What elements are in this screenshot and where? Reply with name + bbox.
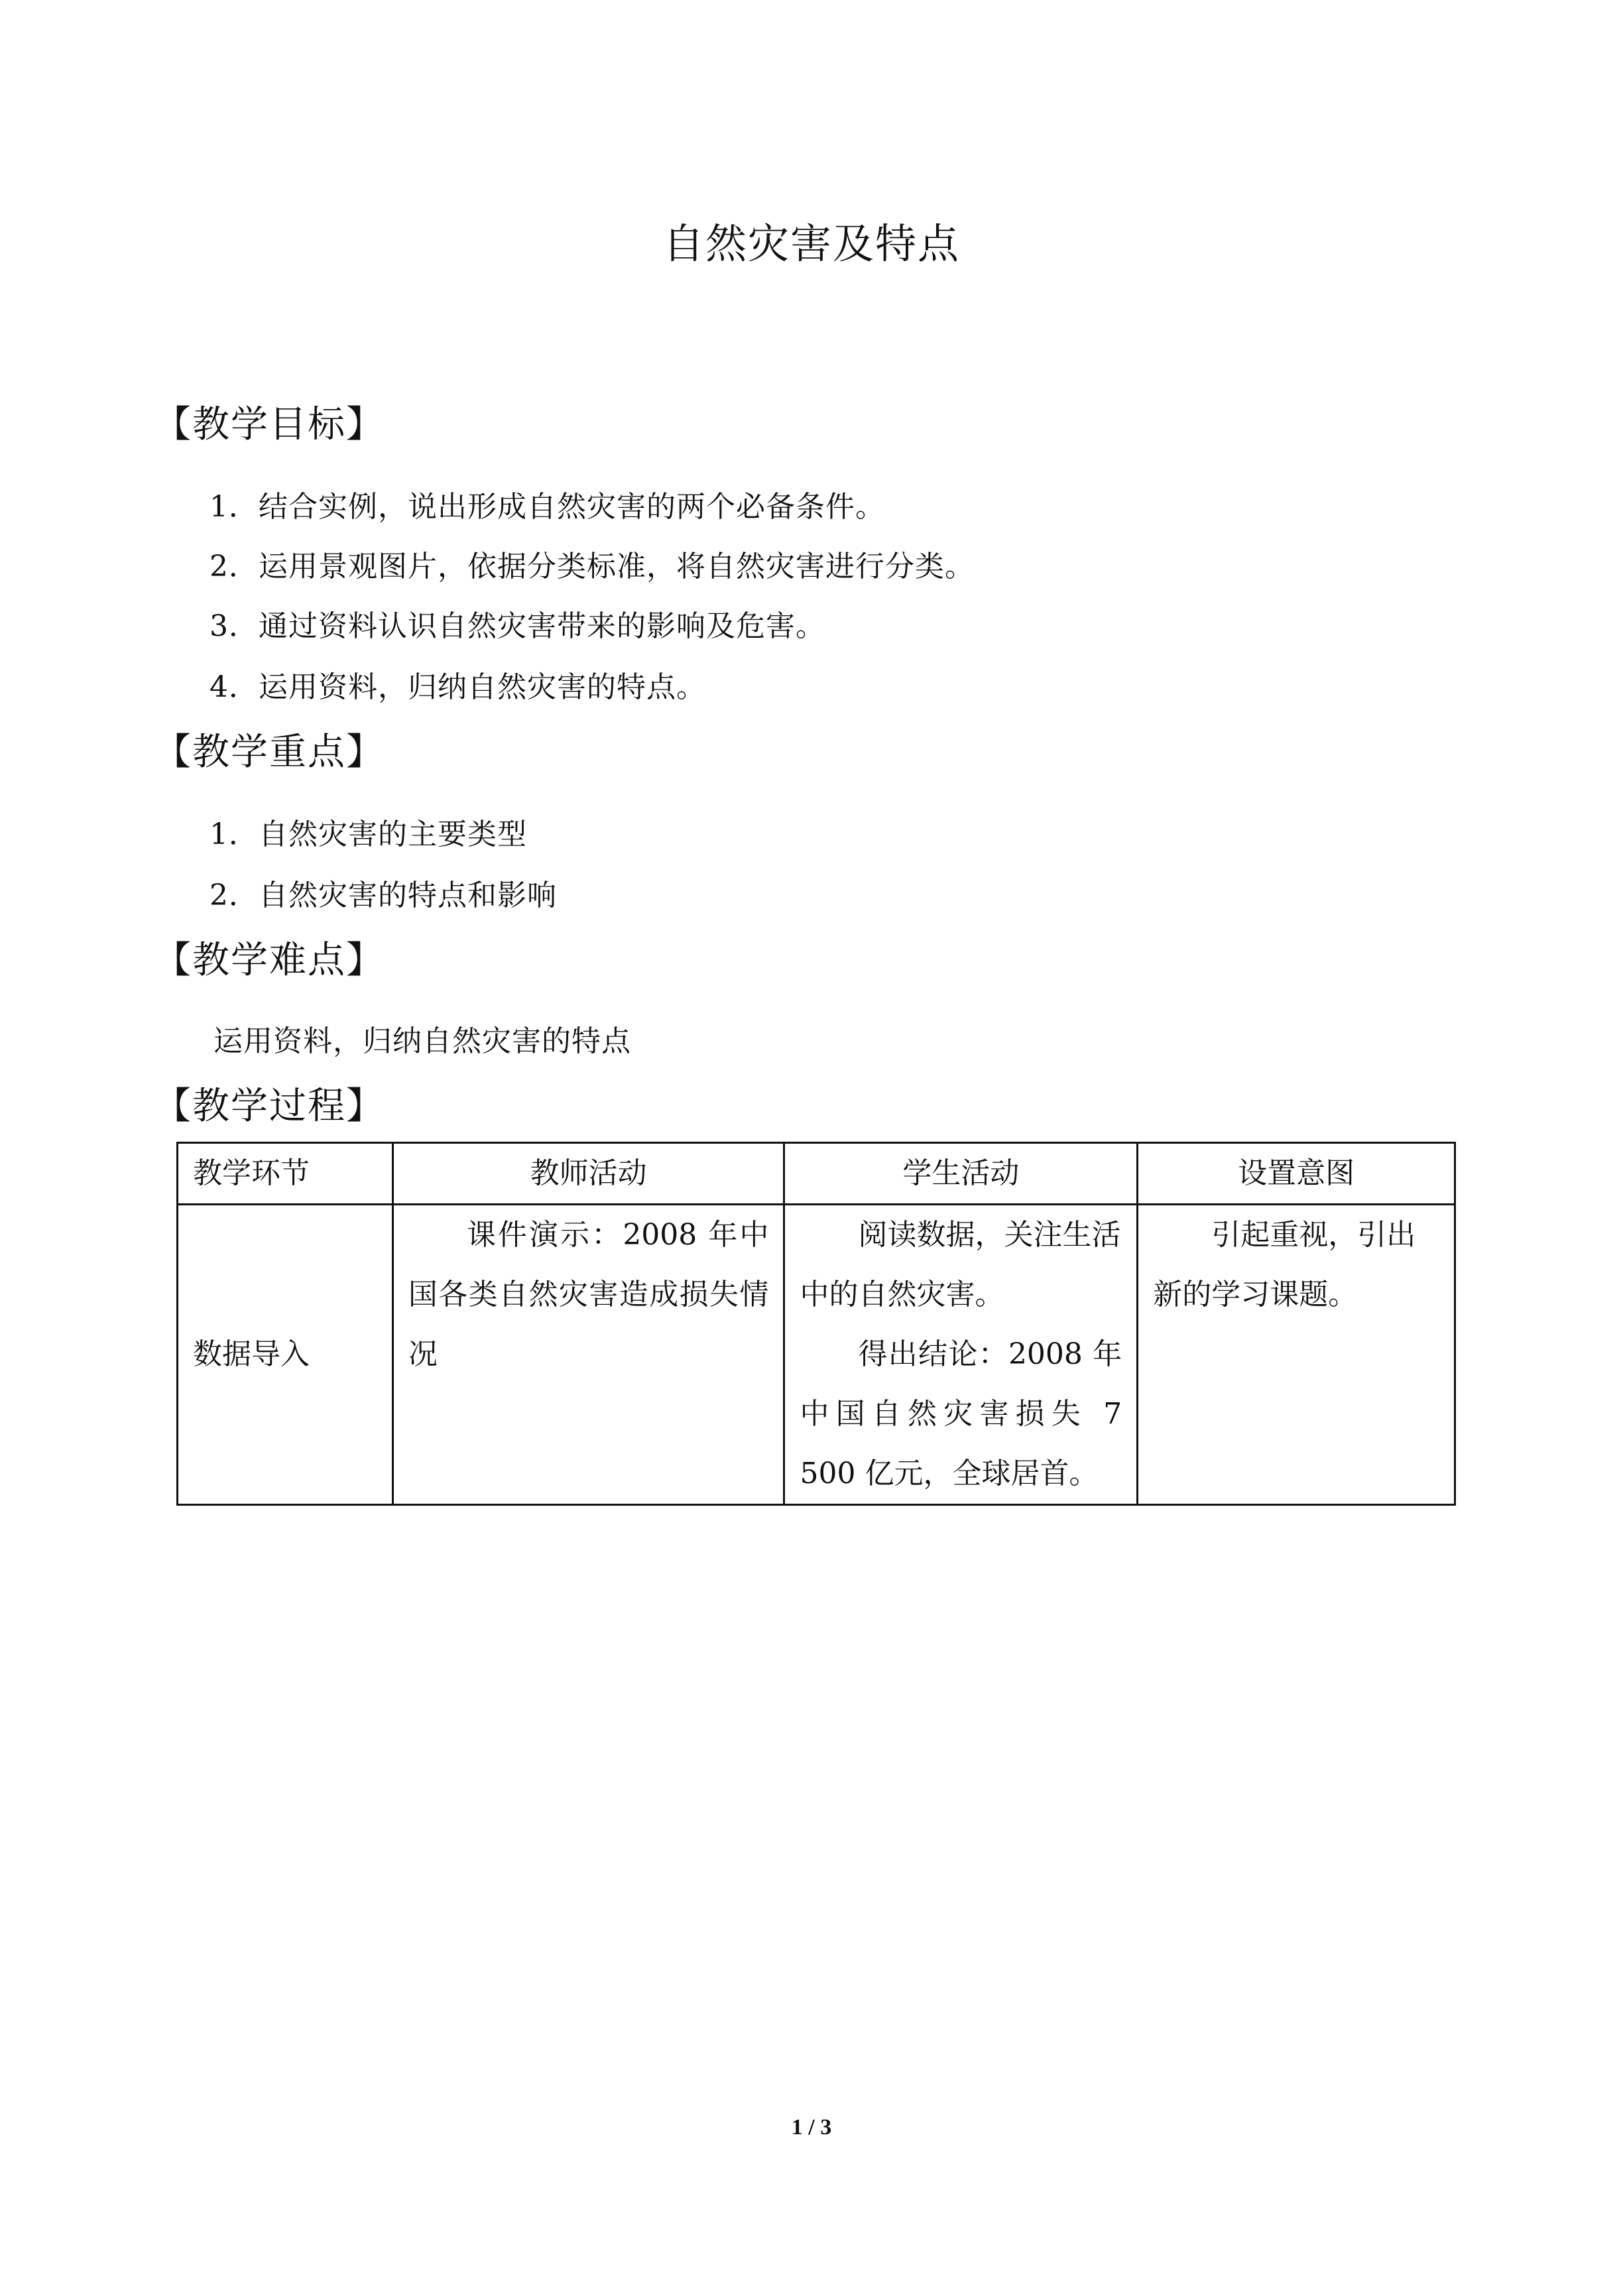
objective-item-1: 1．结合实例，说出形成自然灾害的两个必备条件。: [210, 490, 885, 524]
page-title: 自然灾害及特点: [662, 219, 960, 268]
teaching-process-table: [176, 1142, 1456, 1506]
student-activity-text-2: 得出结论：2008 年中国自然灾害损失 7 500 亿元，全球居首。: [800, 1337, 1122, 1490]
teacher-activity-text: 课件演示：2008 年中国各类自然灾害造成损失情况: [408, 1218, 769, 1371]
header-teacher-activity: 教师活动: [392, 1143, 784, 1205]
key-points-heading: 【教学重点】: [154, 731, 385, 774]
header-stage: 教学环节: [178, 1143, 393, 1205]
header-student-activity: 学生活动: [784, 1143, 1138, 1205]
intent-text: 引起重视，引出新的学习课题。: [1153, 1218, 1416, 1311]
difficulties-text: 运用资料，归纳自然灾害的特点: [213, 1024, 631, 1058]
cell-teacher-activity: [392, 1205, 784, 1505]
cell-stage: 数据导入: [178, 1205, 393, 1505]
objective-item-2: 2．运用景观图片，依据分类标准，将自然灾害进行分类。: [210, 550, 975, 583]
cell-intent: [1138, 1205, 1455, 1505]
cell-student-activity: [784, 1205, 1138, 1505]
process-heading: 【教学过程】: [154, 1085, 385, 1128]
page-number: 1 / 3: [791, 2115, 832, 2140]
student-activity-text-1: 阅读数据，关注生活中的自然灾害。: [800, 1218, 1121, 1311]
header-intent: 设置意图: [1138, 1143, 1455, 1205]
key-point-item-1: 1．自然灾害的主要类型: [210, 817, 527, 851]
difficulties-heading: 【教学难点】: [154, 939, 385, 982]
table-row: [178, 1205, 1455, 1505]
table-header-row: [178, 1143, 1455, 1205]
objective-item-4: 4．运用资料，归纳自然灾害的特点。: [210, 670, 706, 704]
objective-item-3: 3．通过资料认识自然灾害带来的影响及危害。: [210, 609, 825, 643]
key-point-item-2: 2．自然灾害的特点和影响: [210, 878, 557, 912]
objectives-heading: 【教学目标】: [154, 403, 385, 446]
